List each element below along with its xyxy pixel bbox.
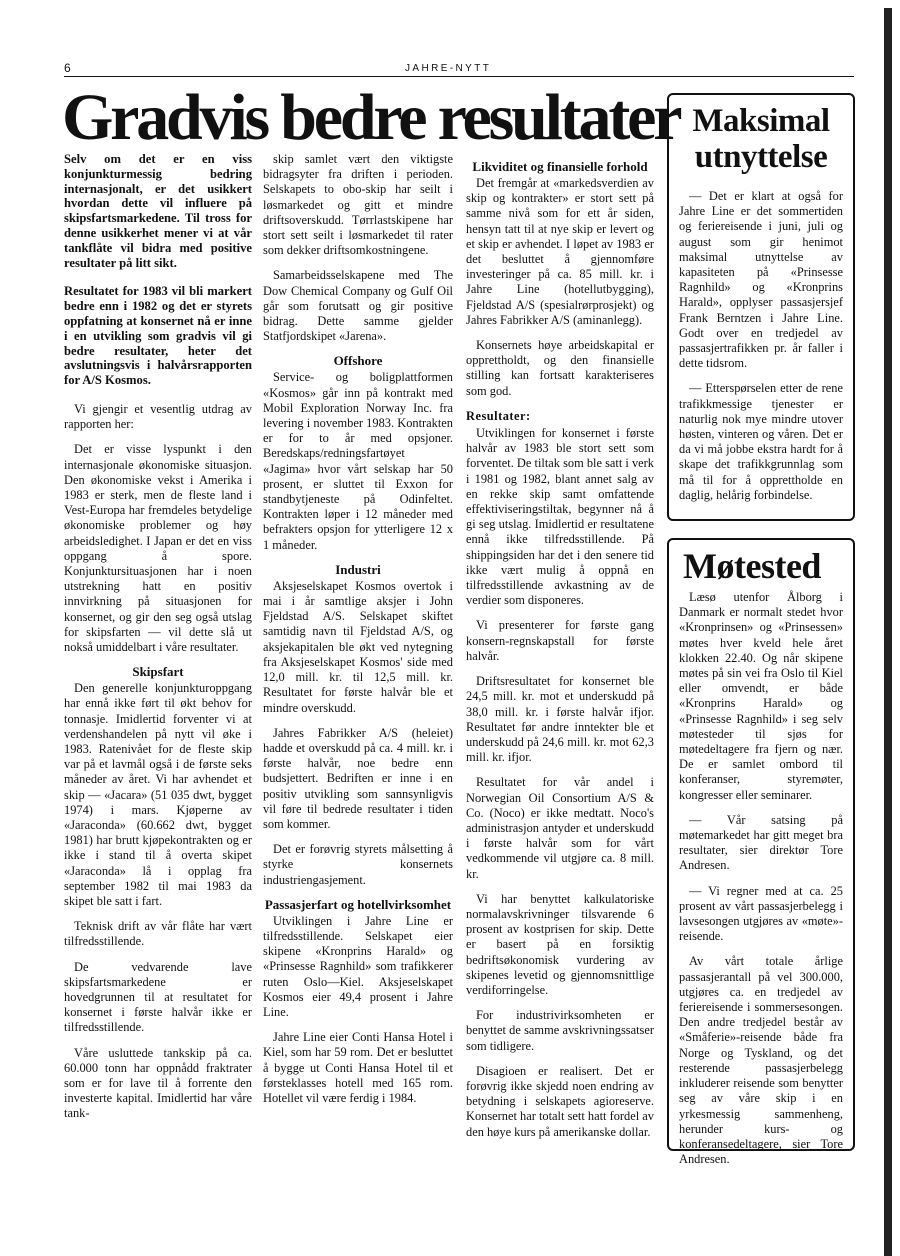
paragraph: Samarbeidsselskapene med The Dow Chemical Company og Gulf Oil går som forutsatt og gir positive bidrag. Dette samme gjelder Statfjordskipet «Jarena». [263,268,453,344]
paragraph: De vedvarende lave skipsfartsmarkedene er hovedgrunnen til at resultatet for konsernet i første halvår ikke er tilfredsstillende. [64,959,252,1035]
sidebar-title: Møtested [683,546,821,586]
paragraph: Våre usluttede tankskip på ca. 60.000 tonn har oppnådd fraktrater som er for lave til å forrente den investerte kapital. Imidlertid har våre tank- [64,1045,252,1121]
sidebar-box-motested [667,538,855,1167]
paragraph: Konsernets høye arbeidskapital er opprettholdt, og den finansielle stilling kan fortsatt karakteriseres som god. [466,338,654,398]
paragraph: Det er forøvrig styrets målsetting å styrke konsernets industriengasjement. [263,842,453,887]
sidebar-text [679,189,843,503]
section-heading: Industri [335,561,381,577]
paragraph: Vi presenterer for første gang konsern-regnskapstall for første halvår. [466,618,654,663]
article-column-3 [466,152,654,1150]
paragraph: Den generelle konjunkturoppgang har ennå ikke ført til økt behov for tonnasje. Imidlertid forventer vi at verdenshandelen på nytt vil øke i 1983. Ratenivået for de fleste skip var på et lavmål også i de første seks måneder av året. Vi har avhendet et skip — «Jacara» (51 035 dwt, bygget 1974) i mars. Kjøperne av «Jaraconda» (60.662 dwt, bygget 1981) har brutt kjøpekontrakten og er ikke i stand til å overta skipet «Jaraconda» lå i opplag fra september 1982 til mai 1983 da skipet ble satt i fart. [64,681,252,909]
page-edge-bar [884,8,892,1256]
paragraph: Aksjeselskapet Kosmos overtok i mai i år samtlige aksjer i John Fjeldstad A/S. Selskapet skiftet samtidig navn til Fjeldstad A/S, og aksjekapitalen ble økt ved nytegning fra Aksjeselskapet Kosmos' side med 12,0 mill. kr. til 12,5 mill. kr. Resultatet for første halvår ble et mindre overskudd. [263,578,453,715]
paragraph: Det fremgår at «markedsverdien av skip og kontrakter» er stort sett på samme nivå som for ett år siden, hensyn tatt til at nye skip er levert og et skip er avhendet. I løpet av 1983 er det besluttet å gjennomføre investeringer på ca. 85 mill. kr. i Jahre Line (hotellutbygging), Fjeldstad A/S (spesialrørprosjekt) og Jahres Fabrikker A/S (aminanlegg). [466,176,654,327]
paragraph: — Etterspørselen etter de rene trafikkmessige tjenester er naturlig nok mye mindre utover høsten, vinteren og våren. Det er da vi må jobbe ekstra hardt for å skape det trafikkgrunnlag som må til for å opprettholde en daglig, helårig forbindelse. [679,381,843,502]
paragraph: Utviklingen i Jahre Line er tilfredsstillende. Selskapet eier skipene «Kronprins Harald» og «Prinsesse Ragnhild» som trafikkerer ruten Oslo—Kiel. Aksjeselskapet Kosmos eier 49,4 prosent i Jahre Line. [263,913,453,1019]
section-heading: Likviditet og finansielle forhold [472,159,648,174]
paragraph: Teknisk drift av vår flåte har vært tilfredsstillende. [64,919,252,949]
paragraph: Det er visse lyspunkt i den internasjonale økonomiske situasjon. Den økonomiske vekst i Amerika i 1983 er sterk, men de fleste land i Vest-Europa har fremdeles betydelige økonomiske problemer og høy arbeidsledighet. I Japan er det en viss oppgang å spore. Konjunktursituasjonen har i noen utstrekning hatt en positiv innvirkning på situasjonen for konsernet, og gir den seg også utslag for skipsfarten — vil dette slå ut nokså umiddelbart i våre resultater. [64,442,252,654]
paragraph: Disagioen er realisert. Det er forøvrig ikke skjedd noen endring av betydning i selskapets agioreserve. Konsernet har totalt sett hatt fordel av den høye kurs på amerikanske dollar. [466,1063,654,1139]
article-column-1 [64,152,252,1132]
paragraph: Læsø utenfor Ålborg i Danmark er normalt stedet hvor «Kronprinsen» og «Prinsessen» møtes hver kveld hele året klokken 22.40. Og når skipene møtes på sin vei fra Oslo til Kiel eller omvendt, er både «Kronprins Harald» og «Prinsesse Ragnhild» i seg selv møtesteder til sjøs for møtedeltagere fra fjern og nær. De er samlet ombord til konferanser, styremøter, kongresser eller seminarer. [679,590,843,802]
section-heading: Offshore [333,353,383,369]
section-heading: Skipsfart [132,664,184,680]
paragraph: skip samlet vært den viktigste bidragsyter fra driften i perioden. Selskapets to obo-skip har seilt i løsmarkedet og gitt et mindre driftsoverskudd. Tørrlastskipene har stort sett seilt i løsmarkedet til rater som dekker driftsomkostningene. [263,152,453,258]
paragraph: Av vårt totale årlige passasjerantall på vel 300.000, utgjøres ca. en tredjedel av feriereisende i sommersesongen. Den andre tredjedel består av «Småferie»-reisende både fra Norge og Tyskland, og det resterende passasjerbelegg inkluderer reisende som benytter seg av våre skip i en yrkesmessig sammenheng, herunder kurs- og konferansedeltagere, sier Tore Andresen. [679,954,843,1167]
paragraph: — Vi regner med at ca. 25 prosent av vårt passasjerbelegg i lavsesongen utgjøres av «møte»-reisende. [679,883,843,944]
paragraph: — Det er klart at også for Jahre Line er det sommertiden og feriereisende i juni, juli og august som gir henimot maksimal utnyttelse av kapasiteten på «Prinsesse Ragnhild» og «Kronprins Harald», opplyser passasjersjef Frank Berntzen i Jahre Line. Godt over en tredjedel av passasjertrafikken pr. år faller i dette tidsrom. [679,189,843,371]
paragraph: Service- og boligplattformen «Kosmos» går inn på kontrakt med Mobil Exploration Norway Inc. fra levering i november 1983. Kontrakten er for to år med opsjoner. Beredskaps/redningsfartøyet «Jagima» hvor vårt selskap har 50 prosent, er sluttet til Exxon for standbytjeneste på Odinfeltet. Kontrakten løper i 12 måneder med befrakters opsjon for ytterligere 12 x 1 måneder. [263,370,453,552]
article-headline: Gradvis bedre resultater [62,81,680,154]
sidebar-title: Maksimal utnyttelse [692,103,830,175]
article-column-2 [263,152,453,1116]
sidebar-text [679,590,843,1167]
paragraph: — Vår satsing på møtemarkedet har gitt meget bra resultater, sier direktør Tore Andresen. [679,812,843,873]
section-heading: Passasjerfart og hotellvirksomhet [264,896,452,912]
paragraph: For industrivirksomheten er benyttet de samme avskrivningssatser som tidligere. [466,1008,654,1053]
lead-paragraph: Resultatet for 1983 vil bli markert bedre enn i 1982 og det er styrets oppfatning at konsernet nå er inne i en utvikling som gradvis vil gi bedre resultater, heter det avslutningsvis i halvårsrapporten for A/S Kosmos. [64,284,252,388]
paragraph: Utviklingen for konsernet i første halvår av 1983 ble stort sett som forventet. De tiltak som ble satt i verk i 1981 og 1982, blant annet salg av en rekke skip samt omfattende effektiviseringstiltak, begynner nå å gi seg utslag. Imidlertid er resultatene ennå ikke tilfredsstillende. På shippingsiden har det i den senere tid ikke vært mulig å oppnå en tilfredsstillende avkastning av de verdier som disponeres. [466,426,654,608]
paragraph: Vi gjengir et vesentlig utdrag av rapporten her: [64,401,252,432]
publication-name: JAHRE-NYTT [405,63,492,74]
header-rule [64,76,854,77]
paragraph: Resultatet for vår andel i Norwegian Oil Consortium A/S & Co. (Noco) er ikke medtatt. Noco's administrasjon antyder et underskudd i første halvår som for vårt vedkommende vil utgjøre ca. 8 mill. kr. [466,775,654,881]
subheading: Resultater: [466,408,531,423]
page-number: 6 [64,61,71,75]
sidebar-box-maksimal-utnyttelse [667,93,855,521]
lead-paragraph: Selv om det er en viss konjunkturmessig bedring internasjonalt, er det usikkert hvordan dette vil influere på skipsfartsmarkedene. Til tross for denne usikkerhet mener vi at vår tankflåte vil bidra med positive resultater på litt sikt. [64,152,252,270]
paragraph: Driftsresultatet for konsernet ble 24,5 mill. kr. mot et underskudd på 38,0 mill. kr. i første halvår ifjor. Resultatet før andre inntekter ble et underskudd på 24,6 mill. kr. mot 62,3 mill. kr. ifjor. [466,674,654,765]
paragraph: Vi har benyttet kalkulatoriske normalavskrivninger tilsvarende 6 prosent av kostprisen for skip. Dette er basert på en forsiktig bedriftsøkonomisk vurdering av skipenes levetid og gjennomsnittlige verdiforringelse. [466,891,654,997]
paragraph: Jahres Fabrikker A/S (heleiet) hadde et overskudd på ca. 4 mill. kr. i første halvår, noe bedre enn budsjettert. Bedriften er inne i en positiv utvikling som sannsynligvis vil føre til bedrede resultater i tiden som kommer. [263,725,453,831]
paragraph: Jahre Line eier Conti Hansa Hotel i Kiel, som har 59 rom. Det er besluttet å bygge ut Conti Hansa Hotel til et førsteklasses hotell med 165 rom. Hotellet vil være ferdig i 1984. [263,1030,453,1105]
